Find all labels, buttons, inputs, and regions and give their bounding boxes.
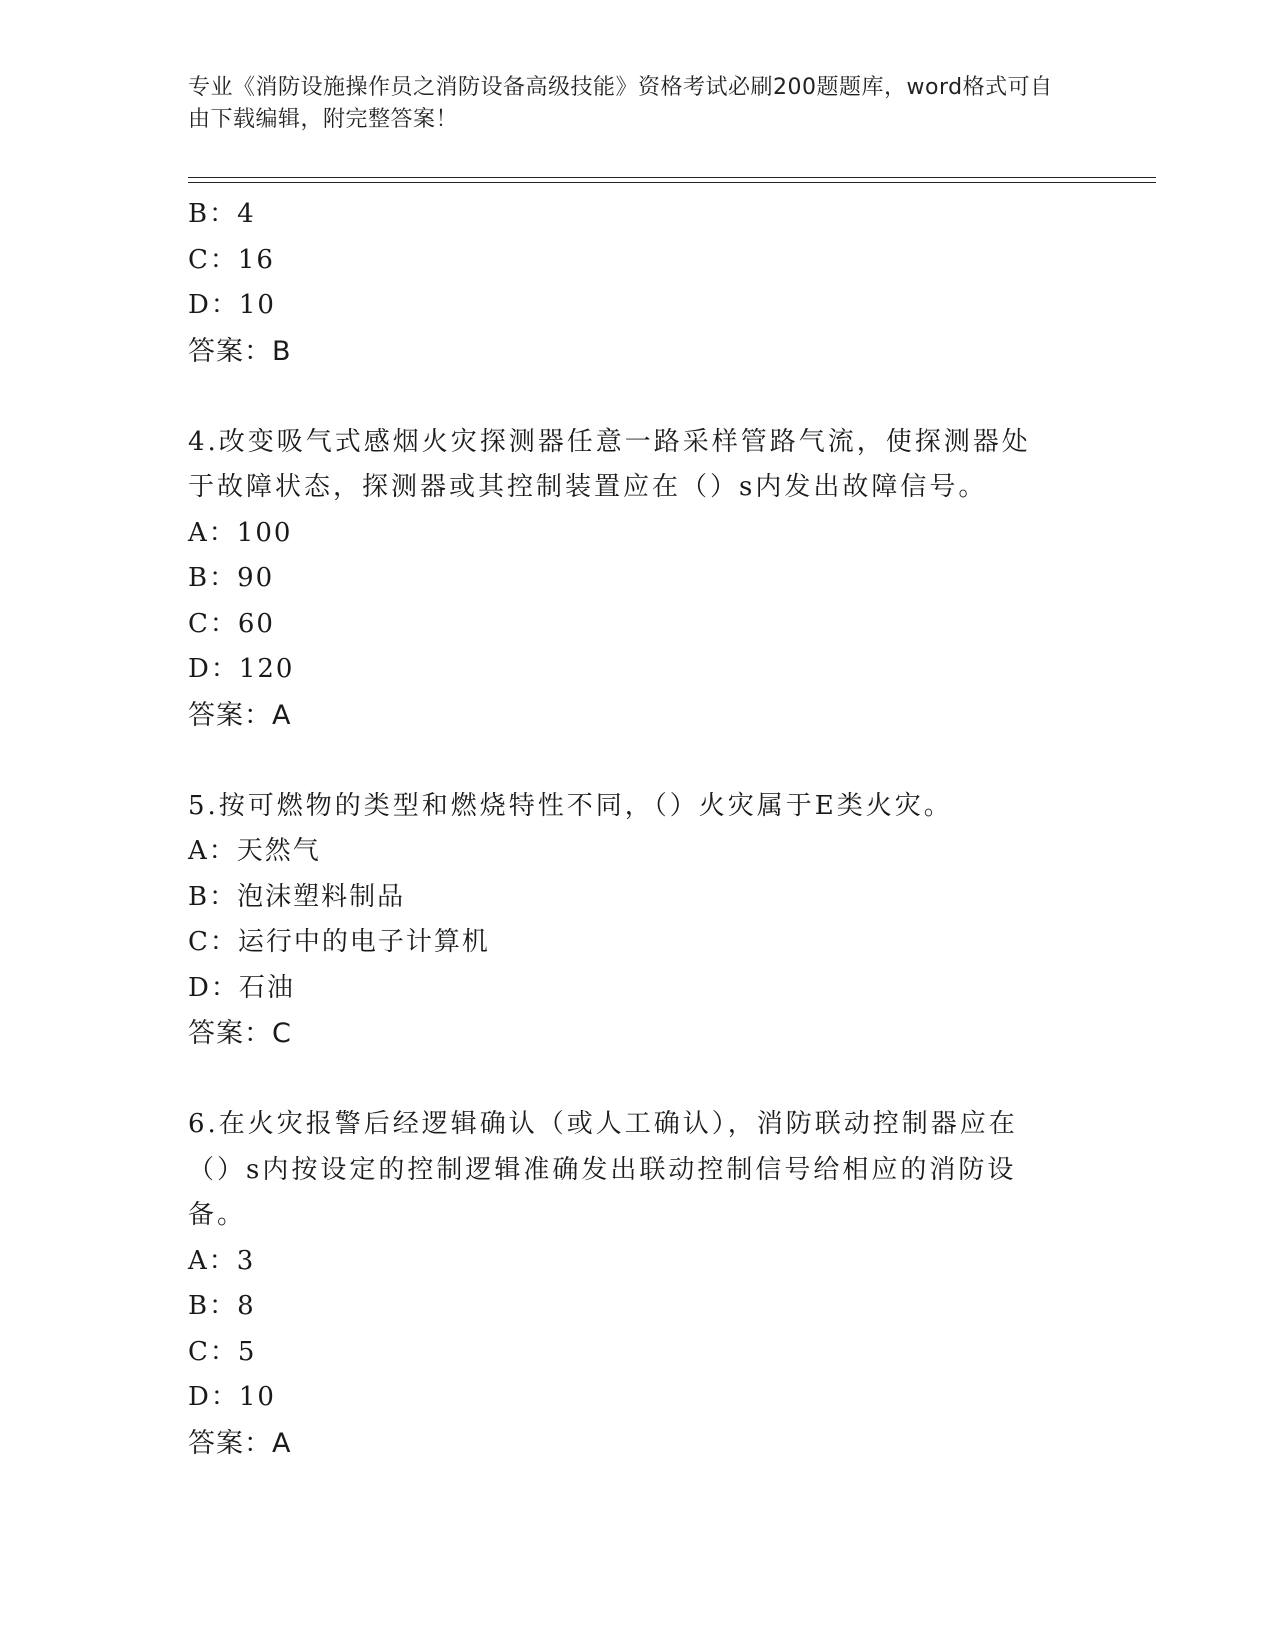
spacer	[188, 1057, 1088, 1103]
question-content	[188, 192, 1088, 1466]
option-d: D：10	[188, 1382, 276, 1412]
option-a: A：3	[188, 1245, 256, 1276]
document-header: 专业《消防设施操作员之消防设备高级技能》资格考试必刷200题题库，word格式可自由下载编辑，附完整答案！	[188, 75, 1053, 132]
question-text: 5.按可燃物的类型和燃烧特性不同，（）火灾属于E类火灾。	[188, 790, 953, 821]
option-d: D：120	[188, 654, 295, 684]
answer-line: 答案：A	[188, 699, 292, 731]
answer-line: 答案：B	[188, 335, 292, 367]
header-rule-bottom	[188, 182, 1156, 183]
option-b: B：90	[188, 563, 275, 593]
option-c: C：16	[188, 244, 275, 275]
option-a: A：天然气	[188, 836, 321, 866]
option-d: D：石油	[188, 972, 295, 1003]
spacer	[188, 738, 1088, 784]
question-5	[188, 784, 1088, 1057]
option-b: B：泡沫塑料制品	[188, 881, 406, 912]
question-4	[188, 420, 1088, 739]
option-b: B：8	[188, 1291, 256, 1321]
option-c: C：60	[188, 608, 275, 639]
option-c: C：5	[188, 1336, 257, 1367]
question-text: 4.改变吸气式感烟火灾探测器任意一路采样管路气流，使探测器处于故障状态，探测器或其控制装置应在（）s内发出故障信号。	[188, 426, 1031, 502]
question-text: 6.在火灾报警后经逻辑确认（或人工确认），消防联动控制器应在（）s内按设定的控制逻辑准确发出联动控制信号给相应的消防设备。	[188, 1109, 1018, 1230]
header-rule-top	[188, 177, 1156, 178]
answer-line: 答案：A	[188, 1427, 292, 1459]
answer-line: 答案：C	[188, 1018, 292, 1049]
option-d: D：10	[188, 290, 276, 320]
option-c: C：运行中的电子计算机	[188, 927, 490, 957]
option-a: A：100	[188, 517, 293, 548]
question-continuation	[188, 192, 1088, 374]
option-b: B：4	[188, 199, 256, 229]
spacer	[188, 374, 1088, 420]
question-6	[188, 1102, 1088, 1466]
